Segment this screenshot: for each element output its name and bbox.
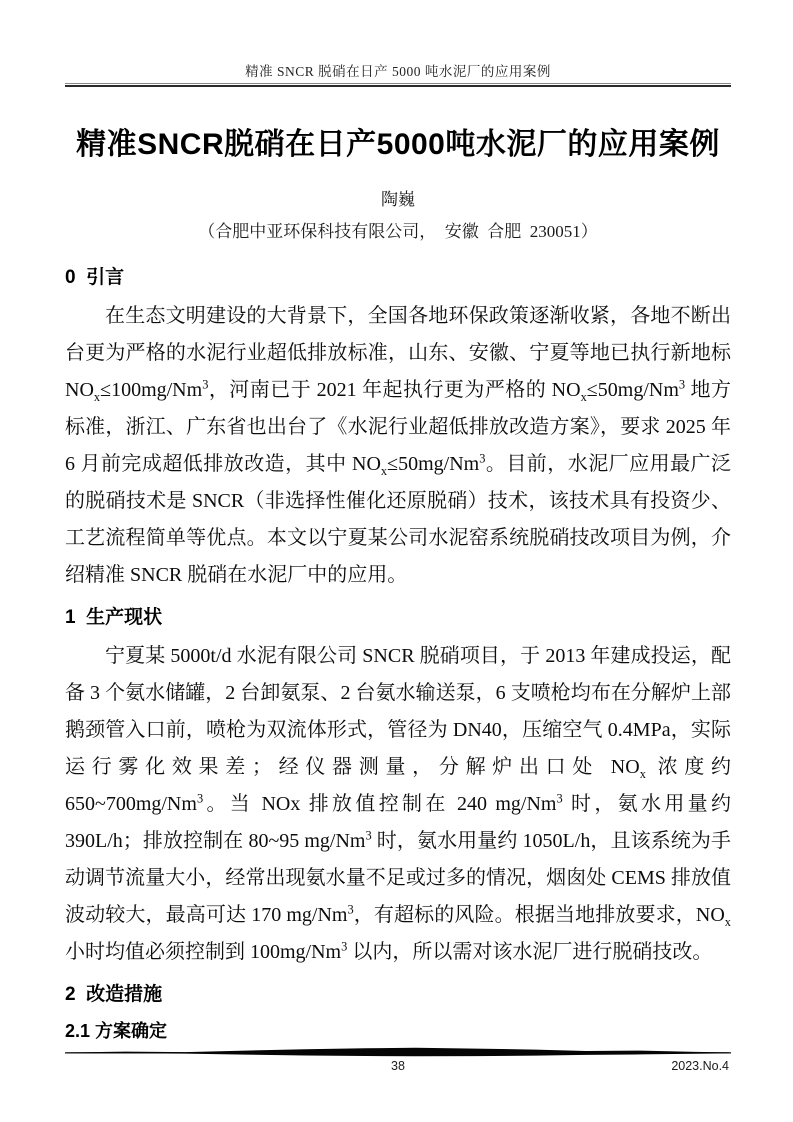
footer-scan-bar (65, 1046, 731, 1058)
section-heading-production-status: 1 生产现状 (65, 606, 163, 628)
issue-label: 2023.No.4 (671, 1059, 729, 1073)
page-footer (65, 1046, 731, 1077)
paragraph-production-status: 宁夏某 5000t/d 水泥有限公司 SNCR 脱硝项目，于 2013 年建成投运，配备 3 个氨水储罐，2 台卸氨泵、2 台氨水输送泵，6 支喷枪均布在分解炉上部鹅颈管入口前，喷枪为双流体形式，管径为 DN40，压缩空气 0.4MPa，实际运行雾化效果差；经仪器测量，分解炉出口处 $NO_x$ 浓度约 650~700mg/Nm$^3$。当 NOx 排放值控制在 240 mg/Nm$^3$ 时，氨水用量约 390L/h；排放控制在 80~95 mg/Nm$^3$ 时，氨水用量约 1050L/h，且该系统为手动调节流量大小，经常出现氨水量不足或过多的情况，烟囱处 CEMS 排放值波动较大，最高可达 170 mg/Nm$^3$，有超标的风险。根据当地排放要求，$NO_x$ 小时均值必须控制到 100mg/Nm$^3$ 以内，所以需对该水泥厂进行脱硝技改。 (65, 644, 732, 963)
author-name: 陶巍 (381, 190, 415, 209)
article-title: 精准SNCR脱硝在日产5000吨水泥厂的应用案例 (76, 128, 720, 161)
page-number: 38 (391, 1059, 405, 1073)
section-heading-introduction: 0 引言 (65, 267, 125, 288)
affiliation: （合肥中亚环保科技有限公司， 安徽 合肥 230051） (198, 222, 598, 241)
footer-row (65, 1059, 731, 1077)
running-header: 精准 SNCR 脱硝在日产 5000 吨水泥厂的应用案例 (245, 64, 551, 79)
header-rule (65, 83, 731, 87)
paragraph-introduction: 在生态文明建设的大背景下，全国各地环保政策逐渐收紧，各地不断出台更为严格的水泥行业超低排放标准，山东、安徽、宁夏等地已执行新地标$NO_x\le 100mg/Nm^3$，河南已于 2021 年起执行更为严格的 $NO_x\le 50mg/Nm^3$ 地方标准，浙江、广东省也出台了《水泥行业超低排放改造方案》，要求 2025 年 6 月前完成超低排放改造，其中 $NO_x\le 50mg/Nm^3$。目前，水泥厂应用最广泛的脱硝技术是 SNCR（非选择性催化还原脱硝）技术，该技术具有投资少、工艺流程简单等优点。本文以宁夏某公司水泥窑系统脱硝技改项目为例，介绍精准 SNCR 脱硝在水泥厂中的应用。 (65, 304, 732, 586)
subsection-heading-plan-determination: 2.1 方案确定 (65, 1021, 168, 1042)
section-heading-renovation-measures: 2 改造措施 (65, 983, 163, 1005)
